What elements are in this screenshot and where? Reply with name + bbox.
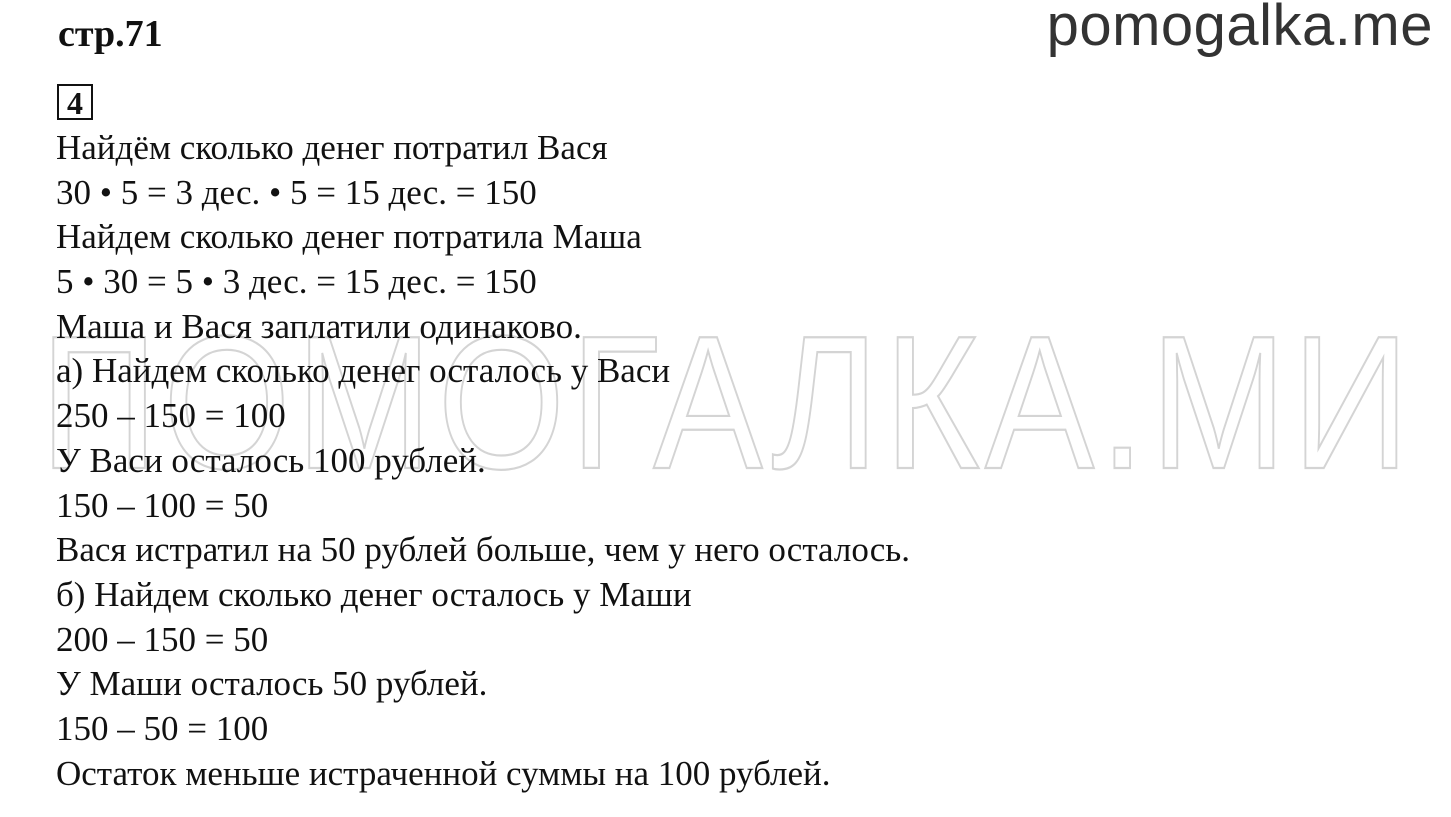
site-logo: pomogalka.me xyxy=(1046,0,1433,58)
watermark-text: ПОМОГАЛКА.МИ xyxy=(40,318,1415,488)
task-number-badge: 4 xyxy=(57,84,93,120)
solution-line: а) Найдем сколько денег осталось у Васи xyxy=(56,351,671,391)
solution-line: 150 – 100 = 50 xyxy=(56,485,269,525)
solution-line: Маша и Вася заплатили одинаково. xyxy=(56,306,582,346)
solution-line: Найдем сколько денег потратила Маша xyxy=(56,217,642,257)
solution-line: Остаток меньше истраченной суммы на 100 рублей. xyxy=(56,753,831,793)
solution-text xyxy=(56,126,910,796)
solution-line: Вася истратил на 50 рублей больше, чем у него осталось. xyxy=(56,530,910,570)
solution-line: Найдём сколько денег потратил Вася xyxy=(56,128,608,167)
solution-line: 5 • 30 = 5 • 3 дес. = 15 дес. = 150 xyxy=(56,262,537,302)
page-number: стр.71 xyxy=(58,13,163,55)
solution-line: 250 – 150 = 100 xyxy=(56,396,286,436)
solution-line: У Маши осталось 50 рублей. xyxy=(56,664,488,704)
solution-line: 150 – 50 = 100 xyxy=(56,708,269,748)
solution-line: 200 – 150 = 50 xyxy=(56,619,269,659)
solution-line: 30 • 5 = 3 дес. • 5 = 15 дес. = 150 xyxy=(56,172,537,212)
solution-line: У Васи осталось 100 рублей. xyxy=(56,440,486,480)
solution-line: б) Найдем сколько денег осталось у Маши xyxy=(56,574,692,614)
